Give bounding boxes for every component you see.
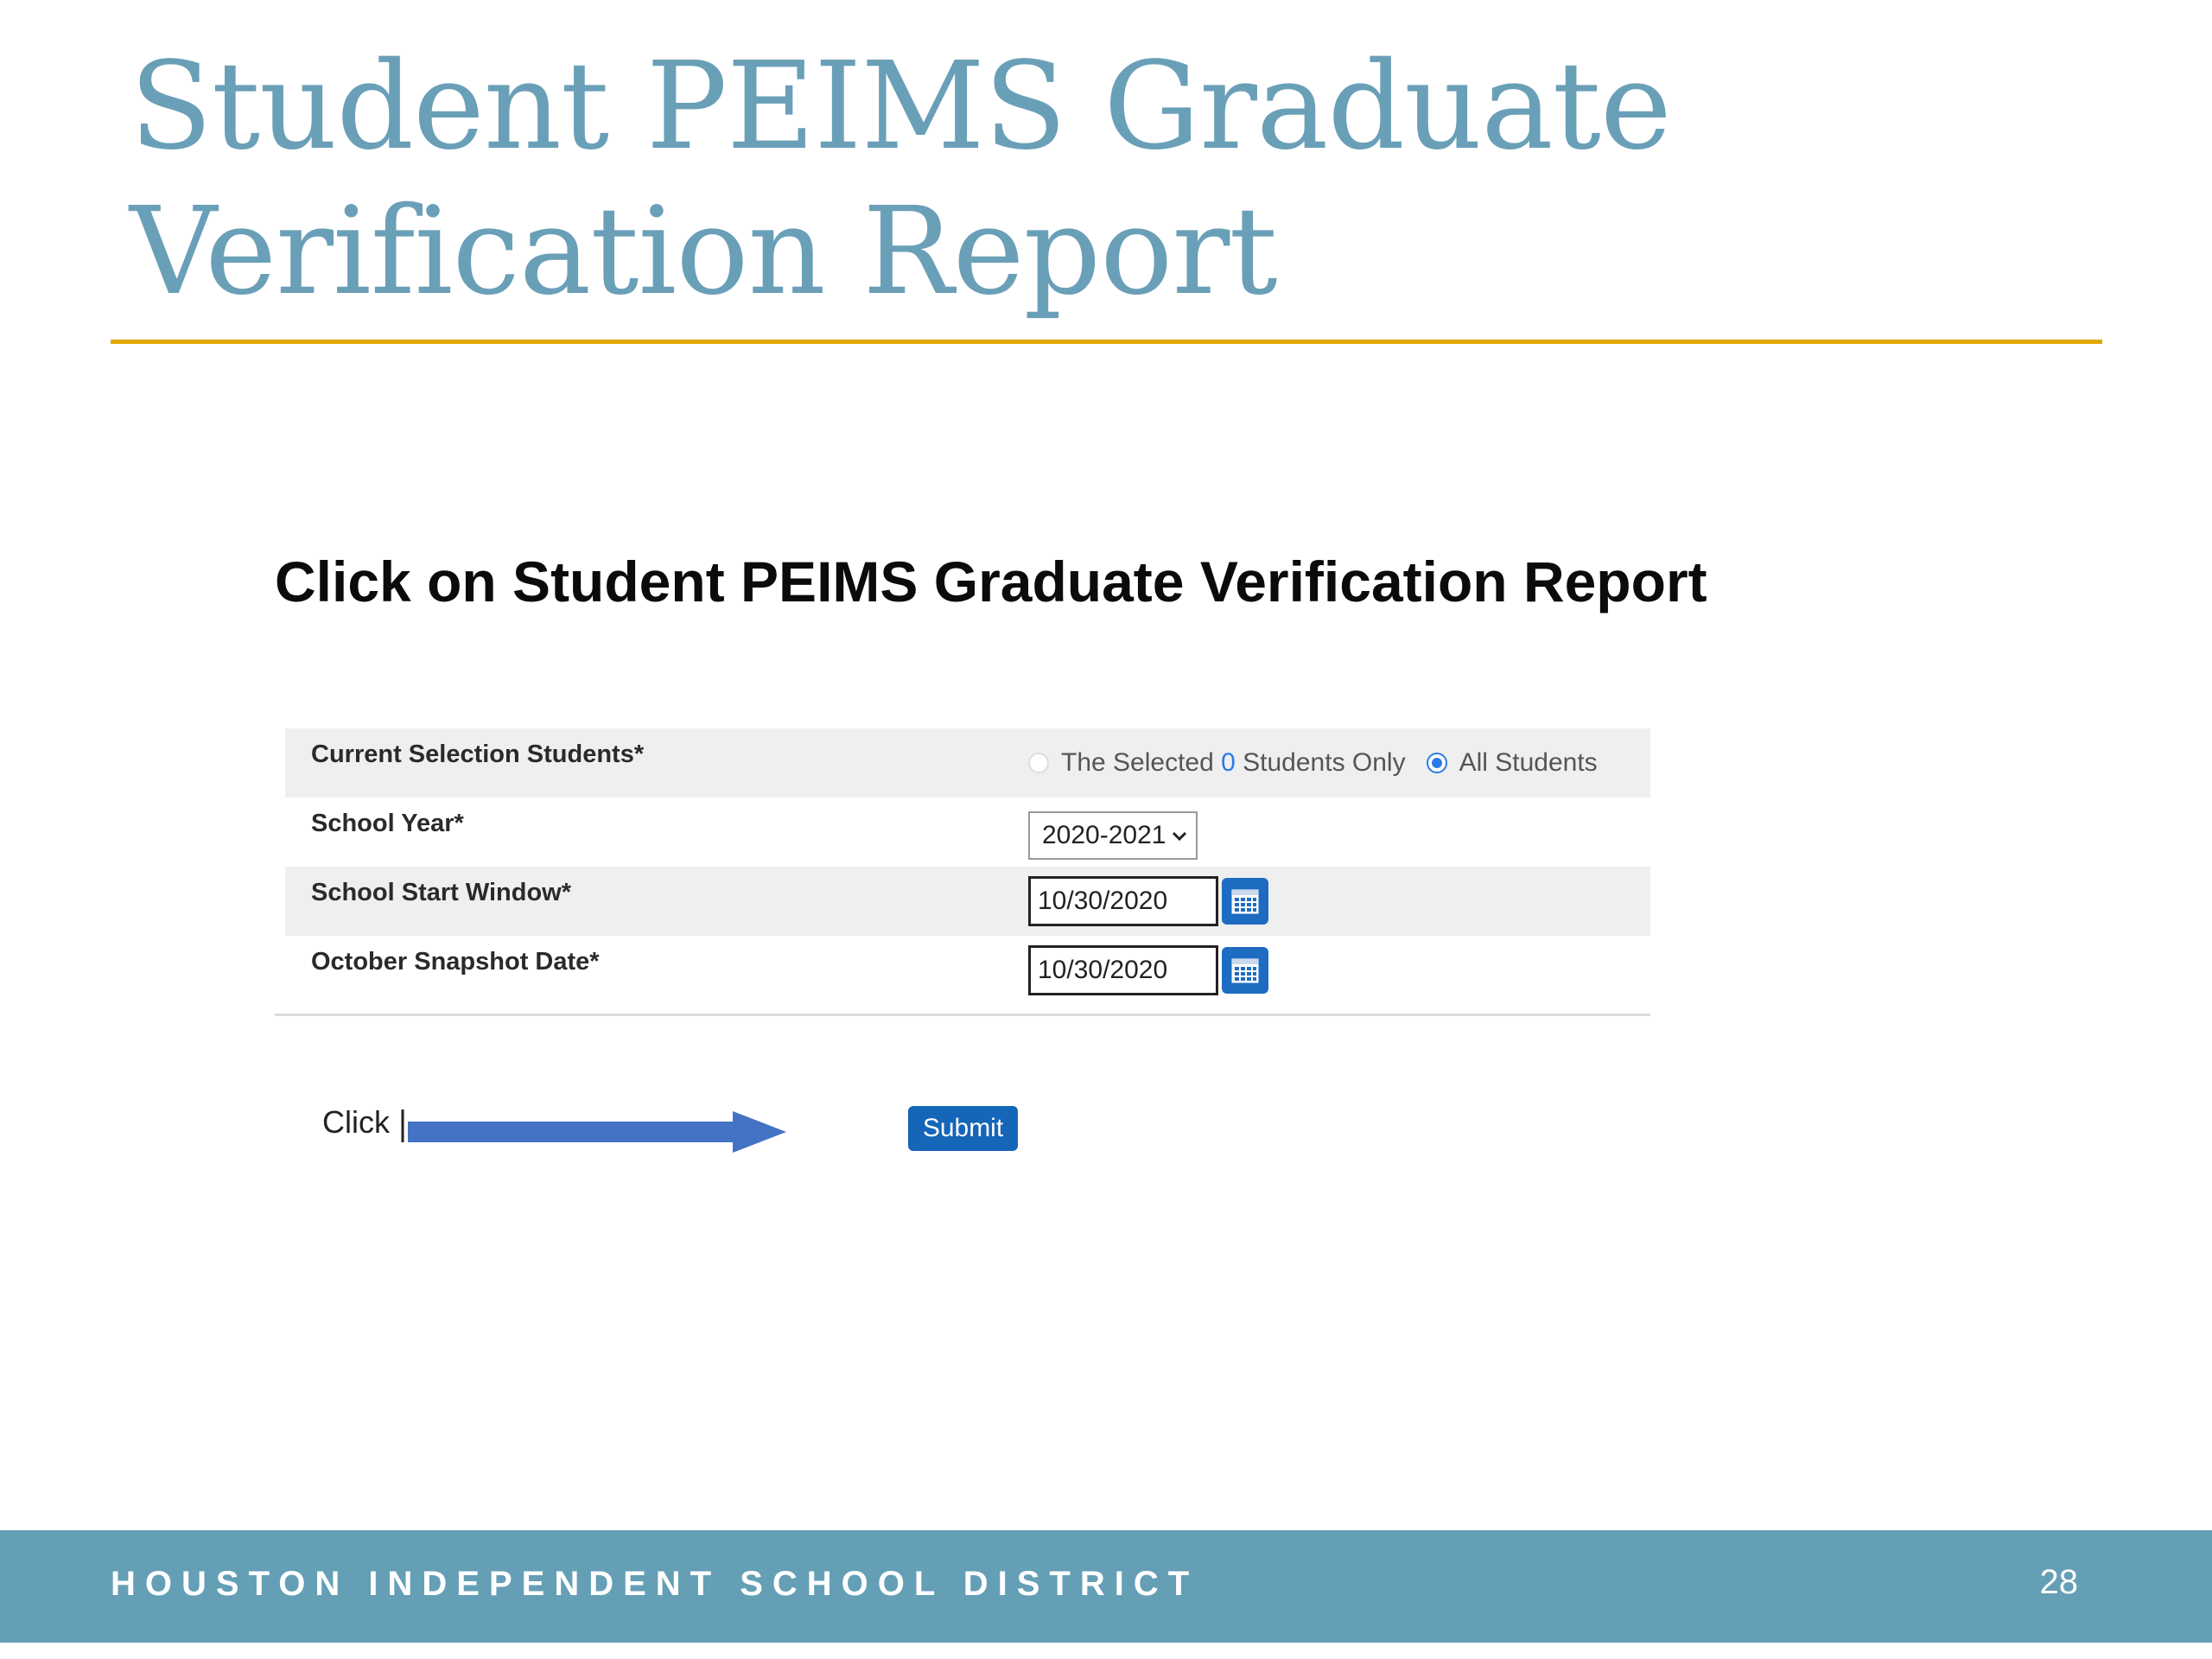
calendar-icon bbox=[1230, 887, 1261, 916]
slide-title bbox=[130, 35, 1944, 325]
school-year-select-value: 2020-2021 bbox=[1042, 821, 1166, 849]
school-start-window-input[interactable]: 10/30/2020 bbox=[1028, 876, 1218, 926]
school-start-window-control bbox=[1028, 867, 1268, 936]
all-students-radio[interactable] bbox=[1427, 753, 1447, 773]
october-snapshot-date-label: October Snapshot Date* bbox=[311, 948, 600, 976]
form-row-current-selection bbox=[285, 728, 1650, 798]
october-snapshot-date-input[interactable]: 10/30/2020 bbox=[1028, 945, 1218, 995]
title-divider bbox=[111, 340, 2102, 344]
submit-button[interactable]: Submit bbox=[908, 1106, 1018, 1151]
click-callout-label: Click bbox=[322, 1104, 390, 1140]
selected-students-suffix: Students Only bbox=[1235, 748, 1406, 777]
instruction-heading: Click on Student PEIMS Graduate Verification Report bbox=[275, 550, 1707, 613]
footer-band bbox=[0, 1530, 2212, 1643]
all-students-radio-label[interactable]: All Students bbox=[1459, 748, 1598, 777]
slide-title-line-2: Verification Report bbox=[130, 181, 1277, 322]
form-divider bbox=[275, 1014, 1650, 1016]
school-start-window-label: School Start Window* bbox=[311, 879, 572, 906]
school-year-control bbox=[1028, 798, 1198, 867]
form-row-school-year bbox=[285, 798, 1650, 867]
selected-students-radio-label[interactable] bbox=[1061, 748, 1406, 778]
current-selection-label: Current Selection Students* bbox=[311, 741, 645, 768]
selected-students-radio[interactable] bbox=[1028, 753, 1049, 773]
report-options-form bbox=[285, 728, 1650, 1005]
october-snapshot-date-calendar-button[interactable] bbox=[1222, 947, 1268, 994]
chevron-down-icon bbox=[1172, 824, 1187, 847]
organization-name: HOUSTON INDEPENDENT SCHOOL DISTRICT bbox=[111, 1565, 1199, 1603]
october-snapshot-date-control bbox=[1028, 936, 1268, 1005]
page-number: 28 bbox=[2039, 1563, 2078, 1601]
calendar-icon bbox=[1230, 956, 1261, 985]
school-year-label: School Year* bbox=[311, 810, 464, 837]
school-year-select[interactable] bbox=[1028, 811, 1198, 860]
selected-students-prefix: The Selected bbox=[1061, 748, 1222, 777]
slide-title-line-1: Student PEIMS Graduate bbox=[130, 36, 1671, 177]
form-row-october-snapshot-date bbox=[285, 936, 1650, 1005]
selected-students-count: 0 bbox=[1221, 748, 1236, 777]
arrow-right-icon bbox=[401, 1106, 790, 1158]
student-selection-radio-group bbox=[1028, 728, 1618, 798]
school-start-window-calendar-button[interactable] bbox=[1222, 878, 1268, 925]
form-row-school-start-window bbox=[285, 867, 1650, 936]
radio-selected-dot bbox=[1432, 758, 1442, 768]
